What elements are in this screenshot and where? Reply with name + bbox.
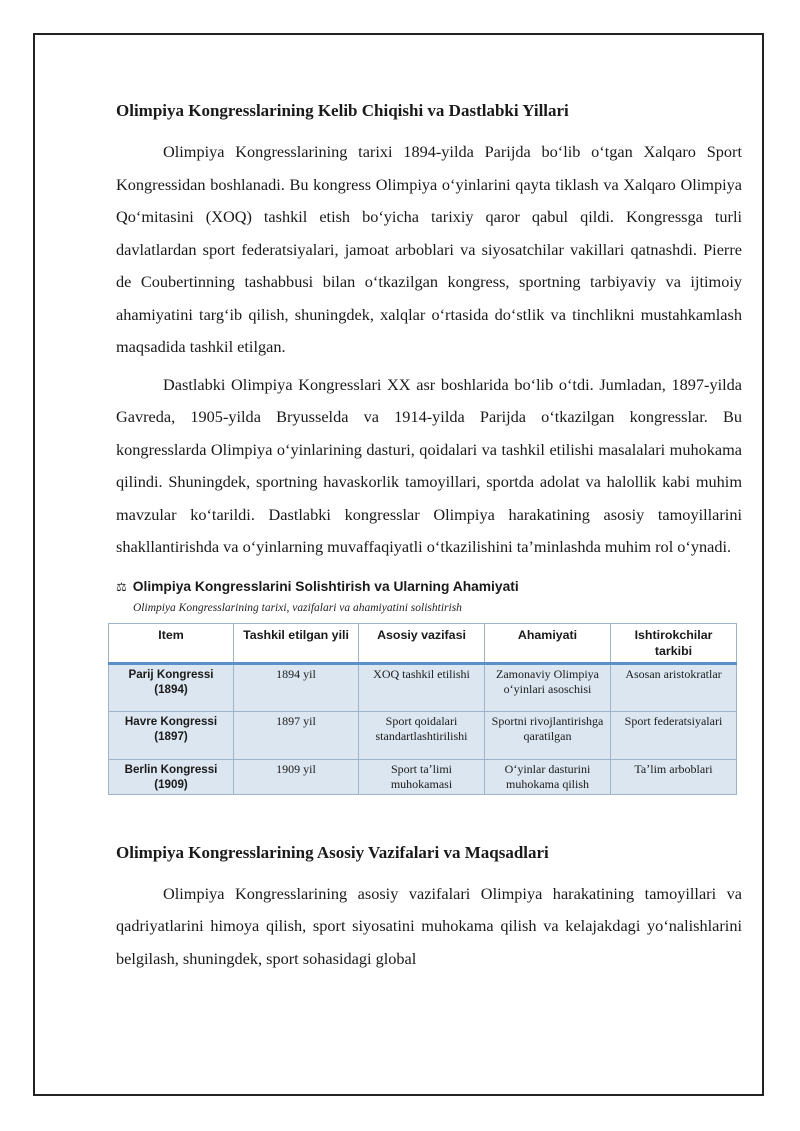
table-title [116,578,742,596]
table-row [109,759,737,794]
table-cell: Sport federatsiyalari [611,711,737,759]
table-cell: Sport taʼlimi muhokamasi [359,759,485,794]
column-header: Tashkil etilgan yili [234,623,359,663]
table-cell: Parij Kongressi (1894) [109,663,234,711]
section-title: Olimpiya Kongresslarining Asosiy Vazifalari va Maqsadlari [116,842,549,862]
column-header: Ahamiyati [485,623,611,663]
scales-icon: ⚖ [116,579,127,594]
paragraph: Olimpiya Kongresslarining asosiy vazifalari Olimpiya harakatining tamoyillari va qadriyatlarini himoya qilish, sport siyosatini muhokama qilish va kelajakdagi yoʻnalishlarini belgilash, shuningdek, sport sohasidagi global [116,883,742,968]
table-cell: Berlin Kongressi (1909) [109,759,234,794]
table-cell: Zamonaviy Olimpiya oʻyinlari asoschisi [485,663,611,711]
table-cell: Sportni rivojlantirishga qaratilgan [485,711,611,759]
paragraph: Olimpiya Kongresslarining tarixi 1894-yilda Parijda boʻlib oʻtgan Xalqaro Sport Kongressidan boshlanadi. Bu kongress Olimpiya oʻyinlarini qayta tiklash va Xalqaro Olimpiya Qoʻmitasini (XOQ) tashkil etish boʻyicha tarixiy qaror qabul qildi. Kongressga turli davlatlardan sport federatsiyalari, jamoat arboblari va siyosatchilar vakillari qatnashdi. Pierre de Coubertinning tashabbusi bilan oʻtkazilgan kongress, sportning tarbiyaviy va ijtimoiy ahamiyatini targʻib qilish, shuningdek, xalqlar oʻrtasida doʻstlik va tinchlikni mustahkamlash maqsadida tashkil etilgan. [116,142,742,356]
comparison-table [108,623,737,795]
table-row [109,711,737,759]
table-cell: 1894 yil [234,663,359,711]
table-row [109,663,737,711]
table-cell: Taʼlim arboblari [611,759,737,794]
table-header-row [109,623,737,663]
column-header: Asosiy vazifasi [359,623,485,663]
table-cell: 1909 yil [234,759,359,794]
table-title-text: Olimpiya Kongresslarini Solishtirish va Ularning Ahamiyati [132,578,519,594]
column-header: Item [109,623,234,663]
paragraph: Dastlabki Olimpiya Kongresslari XX asr boshlarida boʻlib oʻtdi. Jumladan, 1897-yilda Gavreda, 1905-yilda Bryusselda va 1914-yilda Parijda oʻtkazilgan kongresslar. Bu kongresslarda Olimpiya oʻyinlarining dasturi, qoidalari va tashkil etilishi masalalari muhokama qilindi. Shuningdek, sportning havaskorlik tamoyillari, sportda adolat va halollik kabi muhim mavzular koʻtarildi. Dastlabki kongresslar Olimpiya harakatining asosiy tamoyillarini shakllantirishda va oʻyinlarning muvaffaqiyatli oʻtkazilishini taʼminlashda muhim rol oʻynadi. [116,374,742,556]
section-title: Olimpiya Kongresslarining Kelib Chiqishi va Dastlabki Yillari [116,101,569,120]
table-cell: Sport qoidalari standartlashtirilishi [359,711,485,759]
table-subtitle: Olimpiya Kongresslarining tarixi, vazifalari va ahamiyatini solishtirish [133,601,462,614]
document-body [116,96,742,975]
table-cell: Asosan aristokratlar [611,663,737,711]
table-cell: XOQ tashkil etilishi [359,663,485,711]
table-cell: 1897 yil [234,711,359,759]
table-cell: Oʻyinlar dasturini muhokama qilish [485,759,611,794]
table-cell: Havre Kongressi (1897) [109,711,234,759]
column-header: Ishtirokchilar tarkibi [611,623,737,663]
